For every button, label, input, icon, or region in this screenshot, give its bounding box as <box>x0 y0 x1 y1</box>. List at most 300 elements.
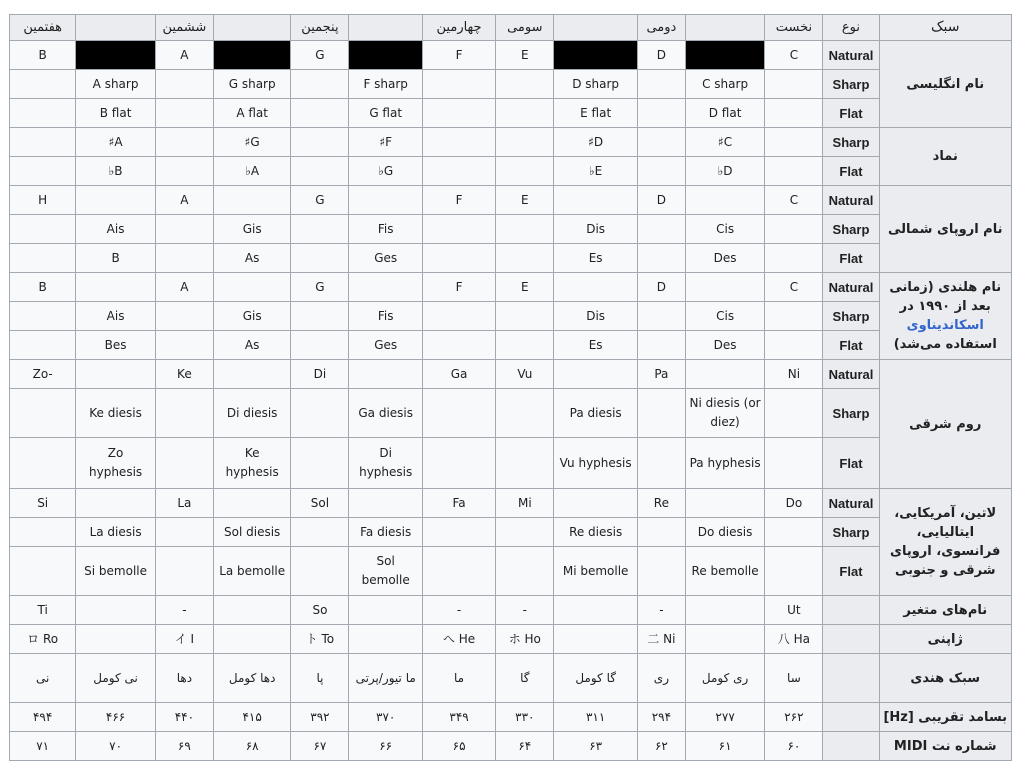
table-row <box>10 244 1012 273</box>
note-cell: B <box>10 41 76 70</box>
note-cell: Mi <box>496 489 554 518</box>
note-cell: ۳۷۰ <box>349 703 422 732</box>
note-cell <box>685 360 765 389</box>
note-cell <box>496 302 554 331</box>
note-cell: Ke <box>155 360 213 389</box>
note-cell: دها <box>155 654 213 703</box>
header-blank <box>554 15 638 41</box>
note-cell <box>291 331 349 360</box>
table-row <box>10 518 1012 547</box>
note-cell <box>291 157 349 186</box>
note-cell: D <box>637 41 685 70</box>
header-seventh: هفتمین <box>10 15 76 41</box>
note-cell: C <box>765 186 823 215</box>
style-japanese: ژاپنی <box>879 625 1012 654</box>
note-cell: ト To <box>291 625 349 654</box>
note-cell: ♭G <box>349 157 422 186</box>
note-cell: Ni <box>765 360 823 389</box>
header-blank <box>349 15 422 41</box>
note-cell: Do <box>765 489 823 518</box>
note-cell <box>155 128 213 157</box>
note-cell: Sol diesis <box>213 518 290 547</box>
note-cell <box>10 389 76 438</box>
note-cell: ۴۱۵ <box>213 703 290 732</box>
note-cell <box>422 157 495 186</box>
type-flat: Flat <box>823 244 879 273</box>
note-cell <box>685 273 765 302</box>
note-cell: ♭A <box>213 157 290 186</box>
note-cell <box>765 547 823 596</box>
black-key-cell <box>349 41 422 70</box>
note-cell: ۳۴۹ <box>422 703 495 732</box>
type-empty <box>823 625 879 654</box>
note-cell: As <box>213 244 290 273</box>
note-cell: Zo hyphesis <box>76 438 156 489</box>
note-cell <box>349 596 422 625</box>
note-cell <box>349 625 422 654</box>
type-sharp: Sharp <box>823 389 879 438</box>
note-cell: Dis <box>554 215 638 244</box>
table-row <box>10 99 1012 128</box>
note-cell <box>685 186 765 215</box>
note-cell <box>637 70 685 99</box>
note-cell: G flat <box>349 99 422 128</box>
type-sharp: Sharp <box>823 128 879 157</box>
note-cell: Gis <box>213 302 290 331</box>
note-cell <box>422 331 495 360</box>
note-cell: B <box>10 273 76 302</box>
note-cell <box>765 215 823 244</box>
header-third: سومی <box>496 15 554 41</box>
type-sharp: Sharp <box>823 518 879 547</box>
note-cell <box>155 157 213 186</box>
note-cell <box>291 244 349 273</box>
note-cell <box>496 157 554 186</box>
note-cell: Fis <box>349 215 422 244</box>
note-cell <box>765 518 823 547</box>
note-cell <box>10 518 76 547</box>
note-cell: ۶۸ <box>213 732 290 761</box>
note-cell <box>213 625 290 654</box>
note-cell: A flat <box>213 99 290 128</box>
note-cell: A <box>155 273 213 302</box>
note-cell: Mi bemolle <box>554 547 638 596</box>
note-cell: G <box>291 273 349 302</box>
type-empty <box>823 732 879 761</box>
note-cell <box>291 438 349 489</box>
header-style: سبک <box>879 15 1012 41</box>
type-sharp: Sharp <box>823 302 879 331</box>
note-cell: ما تیور/پرتی <box>349 654 422 703</box>
note-cell: - <box>422 596 495 625</box>
table-row <box>10 41 1012 70</box>
note-cell <box>422 389 495 438</box>
note-cell <box>637 99 685 128</box>
note-cell <box>765 331 823 360</box>
note-cell: ۳۳۰ <box>496 703 554 732</box>
note-cell: ۳۹۲ <box>291 703 349 732</box>
note-cell <box>10 244 76 273</box>
note-cell <box>765 438 823 489</box>
note-cell: ۶۵ <box>422 732 495 761</box>
note-cell <box>155 389 213 438</box>
note-cell: Fis <box>349 302 422 331</box>
header-sixth: ششمین <box>155 15 213 41</box>
note-cell: Fa diesis <box>349 518 422 547</box>
note-cell <box>76 186 156 215</box>
note-cell <box>10 70 76 99</box>
note-cell: Ges <box>349 331 422 360</box>
table-row <box>10 331 1012 360</box>
note-cell <box>496 99 554 128</box>
table-row <box>10 157 1012 186</box>
note-cell: Des <box>685 244 765 273</box>
table-row <box>10 489 1012 518</box>
note-cell <box>422 99 495 128</box>
note-cell: ۷۰ <box>76 732 156 761</box>
note-cell: A sharp <box>76 70 156 99</box>
table-row <box>10 596 1012 625</box>
note-cell: ۳۱۱ <box>554 703 638 732</box>
note-cell <box>685 489 765 518</box>
table-row <box>10 302 1012 331</box>
table-row <box>10 215 1012 244</box>
note-cell: Pa diesis <box>554 389 638 438</box>
note-cell: Re diesis <box>554 518 638 547</box>
note-cell: Des <box>685 331 765 360</box>
note-cell <box>76 625 156 654</box>
note-cell: ۶۰ <box>765 732 823 761</box>
note-cell <box>10 438 76 489</box>
header-fourth: چهارمین <box>422 15 495 41</box>
note-cell <box>291 518 349 547</box>
note-cell: ری کومل <box>685 654 765 703</box>
note-cell <box>155 331 213 360</box>
style-frequency: بسامد تقریبی [Hz] <box>879 703 1012 732</box>
note-cell <box>496 547 554 596</box>
notes-table-container <box>9 14 1012 761</box>
table-row <box>10 703 1012 732</box>
note-cell <box>291 99 349 128</box>
note-cell <box>637 438 685 489</box>
note-cell: Si bemolle <box>76 547 156 596</box>
note-cell <box>10 302 76 331</box>
note-cell <box>76 596 156 625</box>
note-cell: ۲۷۷ <box>685 703 765 732</box>
black-key-cell <box>685 41 765 70</box>
note-cell: Re bemolle <box>685 547 765 596</box>
note-cell: Es <box>554 331 638 360</box>
type-flat: Flat <box>823 157 879 186</box>
note-cell: F <box>422 41 495 70</box>
note-cell <box>291 389 349 438</box>
note-cell <box>213 360 290 389</box>
note-cell <box>554 186 638 215</box>
note-cell: Ges <box>349 244 422 273</box>
note-cell: گا <box>496 654 554 703</box>
note-cell: G <box>291 186 349 215</box>
note-cell: Fa <box>422 489 495 518</box>
note-cell: Ut <box>765 596 823 625</box>
note-cell <box>155 215 213 244</box>
type-natural: Natural <box>823 186 879 215</box>
note-cell: ۴۹۴ <box>10 703 76 732</box>
note-cell: D sharp <box>554 70 638 99</box>
note-cell: La bemolle <box>213 547 290 596</box>
note-cell <box>213 596 290 625</box>
note-cell: イ I <box>155 625 213 654</box>
table-row <box>10 625 1012 654</box>
note-cell: Ke diesis <box>76 389 156 438</box>
note-cell <box>765 302 823 331</box>
note-cell <box>765 70 823 99</box>
note-cell <box>637 157 685 186</box>
header-second: دومی <box>637 15 685 41</box>
note-cell: Ke hyphesis <box>213 438 290 489</box>
header-blank <box>213 15 290 41</box>
note-cell: دها کومل <box>213 654 290 703</box>
style-north-europe: نام اروپای شمالی <box>879 186 1012 273</box>
note-cell <box>765 128 823 157</box>
table-row <box>10 70 1012 99</box>
type-flat: Flat <box>823 438 879 489</box>
note-cell: Vu hyphesis <box>554 438 638 489</box>
note-cell: So <box>291 596 349 625</box>
note-cell: سا <box>765 654 823 703</box>
scandinavia-link[interactable]: اسکاندیناوی <box>906 318 984 333</box>
header-row <box>10 15 1012 41</box>
note-cell: F <box>422 186 495 215</box>
table-row <box>10 654 1012 703</box>
type-natural: Natural <box>823 273 879 302</box>
note-cell <box>554 596 638 625</box>
table-row <box>10 186 1012 215</box>
note-cell: ♯D <box>554 128 638 157</box>
note-cell <box>349 273 422 302</box>
note-cell: Gis <box>213 215 290 244</box>
note-cell: C sharp <box>685 70 765 99</box>
note-cell: Si <box>10 489 76 518</box>
note-cell <box>155 518 213 547</box>
note-cell <box>637 215 685 244</box>
header-blank <box>76 15 156 41</box>
note-cell <box>422 128 495 157</box>
note-cell: B flat <box>76 99 156 128</box>
note-cell <box>76 273 156 302</box>
note-cell: - <box>496 596 554 625</box>
note-cell: ۶۹ <box>155 732 213 761</box>
note-cell: Ga <box>422 360 495 389</box>
style-midi: شماره نت MIDI <box>879 732 1012 761</box>
note-cell <box>291 215 349 244</box>
type-empty <box>823 596 879 625</box>
note-cell: 二 Ni <box>637 625 685 654</box>
note-cell: F sharp <box>349 70 422 99</box>
note-cell <box>496 389 554 438</box>
note-cell: ♭E <box>554 157 638 186</box>
note-cell: Ais <box>76 302 156 331</box>
style-variable: نام‌های متغیر <box>879 596 1012 625</box>
note-cell <box>213 489 290 518</box>
note-cell: Cis <box>685 302 765 331</box>
note-cell: گا کومل <box>554 654 638 703</box>
table-row <box>10 438 1012 489</box>
note-cell <box>496 438 554 489</box>
note-cell <box>422 70 495 99</box>
table-row <box>10 732 1012 761</box>
type-natural: Natural <box>823 41 879 70</box>
note-cell: Ni diesis (or diez) <box>685 389 765 438</box>
note-cell <box>554 625 638 654</box>
note-cell: Di hyphesis <box>349 438 422 489</box>
note-cell <box>496 518 554 547</box>
note-cell: Ais <box>76 215 156 244</box>
note-cell: Vu <box>496 360 554 389</box>
type-empty <box>823 654 879 703</box>
note-cell: ♯G <box>213 128 290 157</box>
table-row <box>10 360 1012 389</box>
note-cell: Sol <box>291 489 349 518</box>
note-cell: B <box>76 244 156 273</box>
type-flat: Flat <box>823 99 879 128</box>
style-symbol: نماد <box>879 128 1012 186</box>
style-indian: سبک هندی <box>879 654 1012 703</box>
style-latin: لاتین، آمریکایی، ایتالیایی، فرانسوی، اروپای شرقی و جنوبی <box>879 489 1012 596</box>
dutch-text-pre: نام هلندی (زمانی بعد از ۱۹۹۰ در <box>889 280 1002 314</box>
note-cell: ホ Ho <box>496 625 554 654</box>
note-cell <box>637 547 685 596</box>
note-cell <box>637 518 685 547</box>
table-row <box>10 389 1012 438</box>
note-cell <box>637 244 685 273</box>
note-cell: D flat <box>685 99 765 128</box>
note-cell <box>155 70 213 99</box>
note-cell <box>637 128 685 157</box>
note-cell: ۲۹۴ <box>637 703 685 732</box>
note-cell: G <box>291 41 349 70</box>
note-cell <box>422 547 495 596</box>
note-cell: Bes <box>76 331 156 360</box>
note-cell: ۶۳ <box>554 732 638 761</box>
note-cell: Di <box>291 360 349 389</box>
header-type: نوع <box>823 15 879 41</box>
type-flat: Flat <box>823 331 879 360</box>
type-sharp: Sharp <box>823 70 879 99</box>
note-cell <box>554 360 638 389</box>
note-cell <box>291 302 349 331</box>
note-cell: La <box>155 489 213 518</box>
note-cell: C <box>765 273 823 302</box>
note-cell: ۴۴۰ <box>155 703 213 732</box>
style-english: نام انگلیسی <box>879 41 1012 128</box>
note-cell: Re <box>637 489 685 518</box>
note-cell: 八 Ha <box>765 625 823 654</box>
note-cell <box>76 489 156 518</box>
note-cell: Di diesis <box>213 389 290 438</box>
note-cell: ۶۶ <box>349 732 422 761</box>
note-cell <box>496 215 554 244</box>
note-cell: E flat <box>554 99 638 128</box>
note-cell <box>765 99 823 128</box>
type-natural: Natural <box>823 489 879 518</box>
note-cell: As <box>213 331 290 360</box>
note-cell <box>155 438 213 489</box>
note-cell <box>765 157 823 186</box>
note-cell <box>765 389 823 438</box>
note-cell: へ He <box>422 625 495 654</box>
black-key-cell <box>76 41 156 70</box>
header-fifth: پنجمین <box>291 15 349 41</box>
note-cell <box>213 186 290 215</box>
note-cell: - <box>637 596 685 625</box>
note-cell <box>155 244 213 273</box>
table-row <box>10 547 1012 596</box>
type-natural: Natural <box>823 360 879 389</box>
black-key-cell <box>554 41 638 70</box>
note-cell <box>637 331 685 360</box>
note-cell <box>155 99 213 128</box>
note-cell: C <box>765 41 823 70</box>
type-empty <box>823 703 879 732</box>
note-cell <box>685 596 765 625</box>
note-cell <box>213 273 290 302</box>
note-cell <box>496 244 554 273</box>
note-cell: ۶۱ <box>685 732 765 761</box>
note-cell: ری <box>637 654 685 703</box>
black-key-cell <box>213 41 290 70</box>
dutch-text-post: استفاده می‌شد) <box>893 337 997 352</box>
note-cell <box>349 186 422 215</box>
note-cell <box>155 547 213 596</box>
note-cell: E <box>496 273 554 302</box>
note-cell: ما <box>422 654 495 703</box>
note-cell: نی <box>10 654 76 703</box>
note-cell: Sol bemolle <box>349 547 422 596</box>
note-cell <box>10 99 76 128</box>
note-cell <box>685 625 765 654</box>
note-cell <box>422 302 495 331</box>
note-cell <box>291 547 349 596</box>
note-cell <box>10 547 76 596</box>
note-cell: Ga diesis <box>349 389 422 438</box>
note-cell: ۷۱ <box>10 732 76 761</box>
note-cell <box>76 360 156 389</box>
note-cell <box>496 70 554 99</box>
note-cell <box>291 128 349 157</box>
note-cell: ♭B <box>76 157 156 186</box>
note-cell: ۶۷ <box>291 732 349 761</box>
note-cell: پا <box>291 654 349 703</box>
note-cell: Es <box>554 244 638 273</box>
note-cell: ۲۶۲ <box>765 703 823 732</box>
note-cell: Ti <box>10 596 76 625</box>
note-cell: Cis <box>685 215 765 244</box>
note-cell <box>10 215 76 244</box>
note-cell: ♭D <box>685 157 765 186</box>
note-cell <box>765 244 823 273</box>
note-cell: A <box>155 186 213 215</box>
note-cell <box>349 489 422 518</box>
note-cell <box>10 128 76 157</box>
note-cell: ♯C <box>685 128 765 157</box>
note-cell <box>10 331 76 360</box>
note-cell: G sharp <box>213 70 290 99</box>
note-cell <box>637 302 685 331</box>
note-cell: D <box>637 186 685 215</box>
note-cell: Pa <box>637 360 685 389</box>
note-cell <box>637 389 685 438</box>
note-cell: E <box>496 186 554 215</box>
